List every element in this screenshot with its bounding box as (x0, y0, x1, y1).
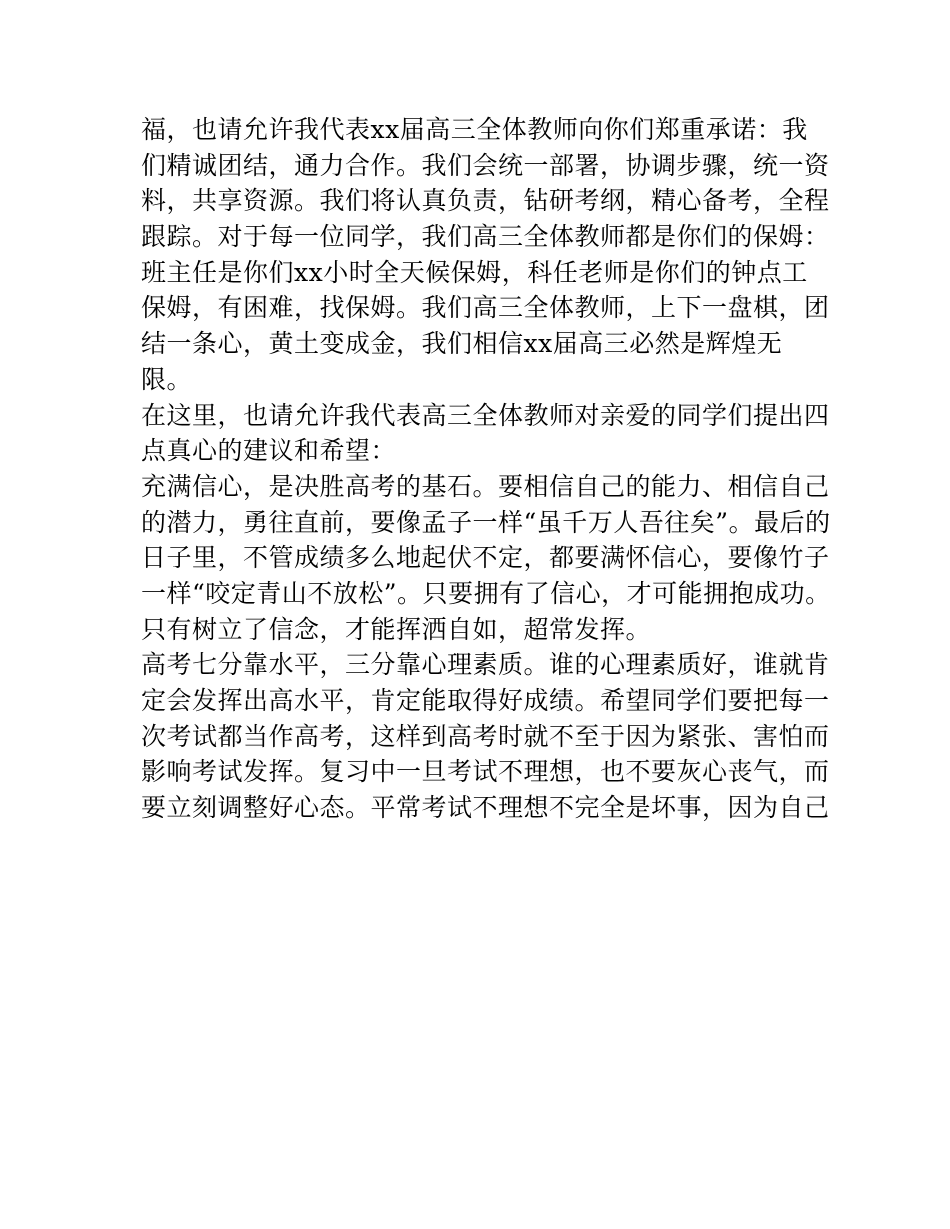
text-line: 高考七分靠水平，三分靠心理素质。谁的心理素质好，谁就肯 (141, 650, 830, 680)
text-line: 保姆，有困难，找保姆。我们高三全体教师，上下一盘棋，团 (141, 293, 830, 323)
text-line: 影响考试发挥。复习中一旦考试不理想，也不要灰心丧气，而 (141, 757, 830, 787)
document-body (141, 112, 831, 826)
text-line: 福，也请允许我代表xx届高三全体教师向你们郑重承诺：我 (141, 115, 808, 144)
text-line: 限。 (141, 364, 193, 394)
text-line: 班主任是你们xx小时全天候保姆，科任老师是你们的钟点工 (141, 257, 808, 287)
text-line: 们精诚团结，通力合作。我们会统一部署，协调步骤，统一资 (141, 150, 830, 180)
text-line: 定会发挥出高水平，肯定能取得好成绩。希望同学们要把每一 (141, 686, 830, 715)
text-line: 充满信心，是决胜高考的基石。要相信自己的能力、相信自己 (141, 471, 830, 501)
text-line: 日子里，不管成绩多么地起伏不定，都要满怀信心，要像竹子 (141, 543, 830, 573)
text-line: 料，共享资源。我们将认真负责，钻研考纲，精心备考，全程 (141, 186, 830, 216)
text-line: 次考试都当作高考，这样到高考时就不至于因为紧张、害怕而 (141, 721, 830, 751)
text-line: 结一条心，黄土变成金，我们相信xx届高三必然是辉煌无 (141, 329, 783, 359)
text-line: 跟踪。对于每一位同学，我们高三全体教师都是你们的保姆： (141, 222, 830, 252)
text-line: 的潜力，勇往直前，要像孟子一样“虽千万人吾往矣”。最后的 (141, 507, 831, 537)
text-line: 只有树立了信念，才能挥洒自如，超常发挥。 (141, 614, 652, 644)
text-line: 要立刻调整好心态。平常考试不理想不完全是坏事，因为自己 (141, 793, 830, 823)
text-line: 点真心的建议和希望： (141, 436, 397, 466)
text-line: 一样“咬定青山不放松”。只要拥有了信心，才可能拥抱成功。 (141, 578, 831, 608)
text-line: 在这里，也请允许我代表高三全体教师对亲爱的同学们提出四 (141, 400, 830, 430)
